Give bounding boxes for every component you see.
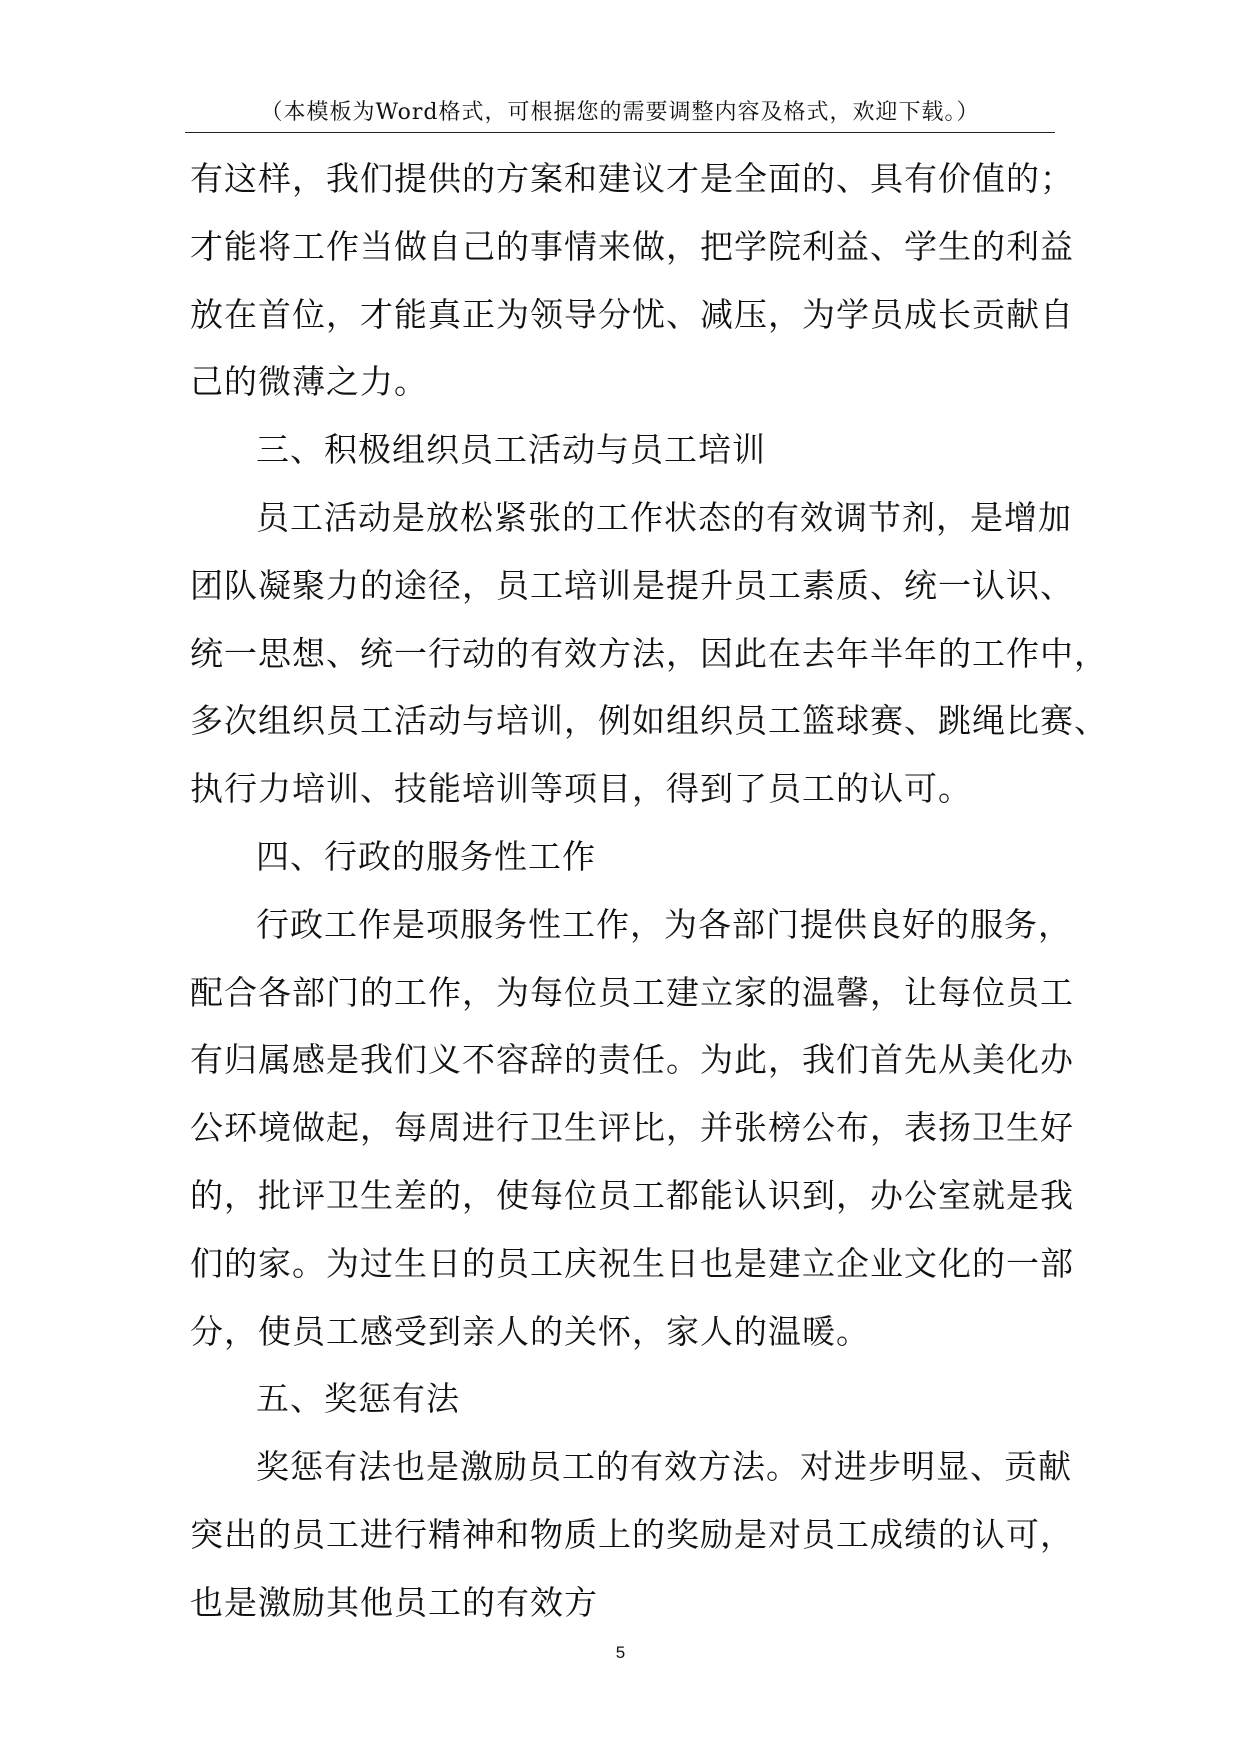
body-line: 放在首位，才能真正为领导分忧、减压，为学员成长贡献自	[190, 294, 1074, 334]
body-line: 的，批评卫生差的，使每位员工都能认识到，办公室就是我	[190, 1175, 1074, 1215]
body-line: 有这样，我们提供的方案和建议才是全面的、具有价值的；	[190, 159, 1074, 198]
body-line: 配合各部门的工作，为每位员工建立家的温馨，让每位员工	[190, 972, 1074, 1012]
page-number: 5	[615, 1643, 626, 1662]
body-line: 统一思想、统一行动的有效方法，因此在去年半年的工作中，	[190, 633, 1108, 673]
body-line: 才能将工作当做自己的事情来做，把学院利益、学生的利益	[190, 226, 1074, 266]
body-line: 分，使员工感受到亲人的关怀，家人的温暖。	[190, 1311, 870, 1351]
body-line: 有归属感是我们义不容辞的责任。为此，我们首先从美化办	[190, 1040, 1074, 1080]
body-line: 们的家。为过生日的员工庆祝生日也是建立企业文化的一部	[190, 1243, 1074, 1283]
body-line: 员工活动是放松紧张的工作状态的有效调节剂，是增加	[256, 497, 1072, 537]
section-heading: 四、行政的服务性工作	[256, 836, 596, 876]
header-divider	[185, 132, 1055, 133]
body-line: 也是激励其他员工的有效方	[190, 1582, 598, 1622]
body-line: 团队凝聚力的途径，员工培训是提升员工素质、统一认识、	[190, 565, 1074, 605]
section-heading: 三、积极组织员工活动与员工培训	[256, 430, 766, 470]
header-note: （本模板为Word格式，可根据您的需要调整内容及格式，欢迎下载。）	[260, 100, 980, 125]
body-text	[190, 145, 1108, 1637]
body-line: 突出的员工进行精神和物质上的奖励是对员工成绩的认可，	[190, 1514, 1074, 1554]
body-line: 执行力培训、技能培训等项目，得到了员工的认可。	[190, 769, 972, 809]
body-line: 公环境做起，每周进行卫生评比，并张榜公布，表扬卫生好	[190, 1108, 1074, 1148]
body-line: 多次组织员工活动与培训，例如组织员工篮球赛、跳绳比赛、	[190, 701, 1108, 741]
section-heading: 五、奖惩有法	[256, 1379, 460, 1419]
body-line: 己的微薄之力。	[190, 362, 428, 402]
body-line: 奖惩有法也是激励员工的有效方法。对进步明显、贡献	[256, 1447, 1072, 1487]
body-line: 行政工作是项服务性工作，为各部门提供良好的服务，	[256, 904, 1072, 944]
